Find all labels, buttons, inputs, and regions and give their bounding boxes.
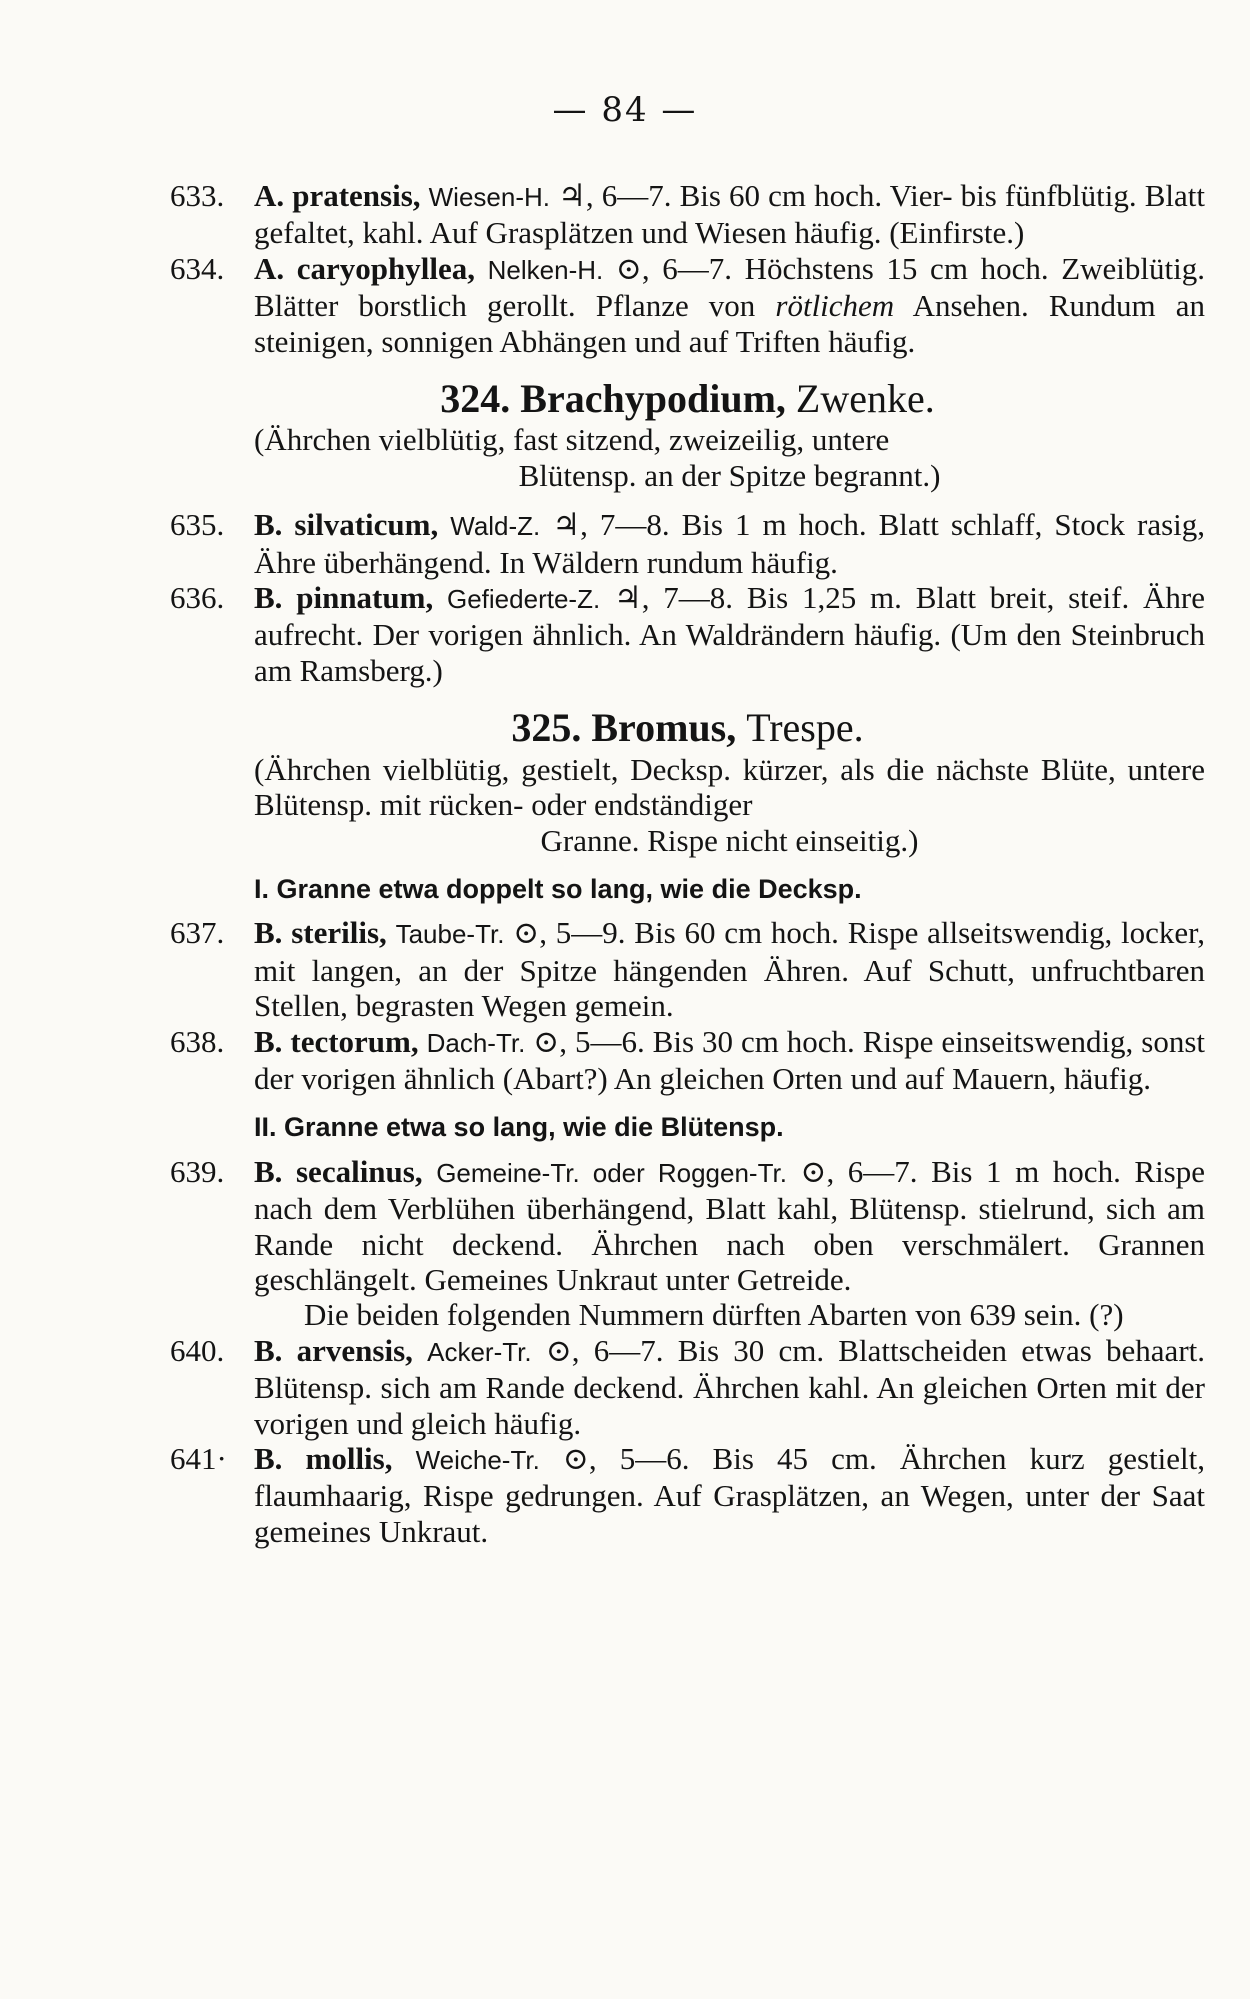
genus-common-name: Zwenke. — [795, 376, 935, 422]
entry-number: 640. — [170, 1332, 225, 1368]
entry-637 — [160, 915, 1205, 1023]
entry-633 — [160, 178, 1205, 251]
common-name: Wiesen-H. — [428, 182, 550, 212]
entry-number: 635. — [170, 507, 225, 543]
scientific-name: B. arvensis, — [254, 1332, 413, 1368]
genus-title: 325. Bromus, — [511, 705, 737, 751]
scientific-name: B. sterilis, — [254, 915, 387, 951]
entry-number: 641· — [170, 1441, 227, 1476]
entry-number: 633. — [170, 178, 225, 213]
entry-number: 636. — [170, 580, 225, 616]
common-name: Weiche-Tr. — [415, 1445, 540, 1475]
genus-heading-324 — [160, 376, 1205, 422]
entry-number: 639. — [170, 1153, 225, 1189]
entry-number: 637. — [170, 915, 225, 951]
entry-635 — [160, 507, 1205, 580]
entry-text: ♃, 7—8. Bis 1 m hoch. Blatt schlaff, Stock rasig, Ähre überhängend. In Wäldern rundum häufig. — [254, 507, 1206, 580]
scientific-name: B. silvaticum, — [254, 507, 439, 543]
page-content — [160, 178, 1205, 1549]
genus-desc-last: Blütensp. an der Spitze begrannt.) — [518, 457, 941, 493]
genus-title: 324. Brachypodium, — [440, 376, 786, 422]
scientific-name: B. secalinus, — [254, 1153, 423, 1189]
entry-text: ♃, 6—7. Bis 60 cm hoch. Vier- bis fünfblütig. Blatt gefaltet, kahl. Auf Grasplätzen und Wiesen häufig. (Einfirste.) — [254, 178, 1206, 251]
genus-heading-325 — [160, 705, 1205, 751]
common-name: Dach-Tr. — [426, 1027, 526, 1058]
scientific-name: A. pratensis, — [254, 178, 421, 213]
section-heading-1: I. Granne etwa doppelt so lang, wie die Decksp. — [254, 873, 862, 904]
entry-636 — [160, 580, 1205, 688]
entry-text: ⊙, 5—6. Bis 30 cm hoch. Rispe einseitswendig, sonst der vorigen ähnlich (Abart?) An gleichen Orten und auf Mauern, häufig. — [254, 1023, 1206, 1096]
genus-desc: (Ährchen vielblütig, fast sitzend, zweizeilig, untere — [254, 422, 890, 458]
entry-text: ⊙, 5—9. Bis 60 cm hoch. Rispe allseitswendig, locker, mit langen, an der Spitze hängenden Ähren. Auf Schutt, unfruchtbaren Stellen, begrasten Wegen gemein. — [254, 915, 1205, 1024]
common-name: Nelken-H. — [487, 254, 604, 285]
entry-number: 634. — [170, 250, 225, 286]
genus-desc: (Ährchen vielblütig, gestielt, Decksp. kürzer, als die nächste Blüte, untere Blütensp. mit rücken- oder endständiger — [254, 751, 1205, 823]
entry-number: 638. — [170, 1023, 225, 1059]
scientific-name: B. tectorum, — [254, 1023, 419, 1059]
genus-description-325 — [160, 752, 1205, 858]
entry-639 — [160, 1154, 1205, 1298]
note-abarten: Die beiden folgenden Nummern dürften Abarten von 639 sein. (?) — [304, 1297, 1124, 1333]
entry-text-cont: Ansehen. Rundum an steinigen, sonnigen Abhängen und auf Triften häufig. — [254, 288, 1206, 359]
entry-638 — [160, 1024, 1205, 1097]
entry-634 — [160, 251, 1205, 359]
entry-640 — [160, 1333, 1205, 1441]
entry-text: ⊙, 5—6. Bis 45 cm. Ährchen kurz gestielt, flaumhaarig, Rispe gedrungen. Auf Grasplätzen, an Wegen, unter der Saat gemeines Unkraut. — [254, 1441, 1206, 1549]
common-name: Gemeine-Tr. oder Roggen-Tr. — [436, 1157, 787, 1188]
scientific-name: B. pinnatum, — [254, 580, 434, 616]
entry-italic: rötlichem — [775, 288, 895, 324]
page-number: — 84 — — [552, 90, 698, 130]
entry-text: ⊙, 6—7. Höchstens 15 cm hoch. Zweiblütig. Blätter borstlich gerollt. Pflanze von — [254, 250, 1205, 324]
section-heading-2: II. Granne etwa so lang, wie die Blütensp. — [254, 1112, 784, 1143]
entry-text: ♃, 7—8. Bis 1,25 m. Blatt breit, steif. Ähre aufrecht. Der vorigen ähnlich. An Waldrändern häufig. (Um den Steinbruch am Ramsberg.) — [254, 580, 1206, 688]
common-name: Taube-Tr. — [395, 919, 505, 950]
entry-text: ⊙, 6—7. Bis 1 m hoch. Rispe nach dem Verblühen überhängend, Blatt kahl, Blütensp. stielrund, sich am Rande nicht deckend. Ährchen nach oben verschmälert. Grannen geschlängelt. Gemeines Unkraut unter Getreide. — [254, 1153, 1206, 1297]
scientific-name: B. mollis, — [254, 1441, 393, 1476]
scientific-name: A. caryophyllea, — [254, 250, 476, 286]
genus-description-324 — [160, 422, 1205, 493]
common-name: Acker-Tr. — [427, 1336, 532, 1367]
entry-641 — [160, 1441, 1205, 1549]
genus-common-name: Trespe. — [746, 705, 864, 751]
entry-text: ⊙, 6—7. Bis 30 cm. Blattscheiden etwas behaart. Blütensp. sich am Rande deckend. Ährchen kahl. An gleichen Orten mit der vorigen und gleich häufig. — [254, 1332, 1206, 1441]
genus-desc-last: Granne. Rispe nicht einseitig.) — [540, 822, 919, 858]
common-name: Wald-Z. — [450, 511, 541, 542]
common-name: Gefiederte-Z. — [447, 584, 601, 615]
